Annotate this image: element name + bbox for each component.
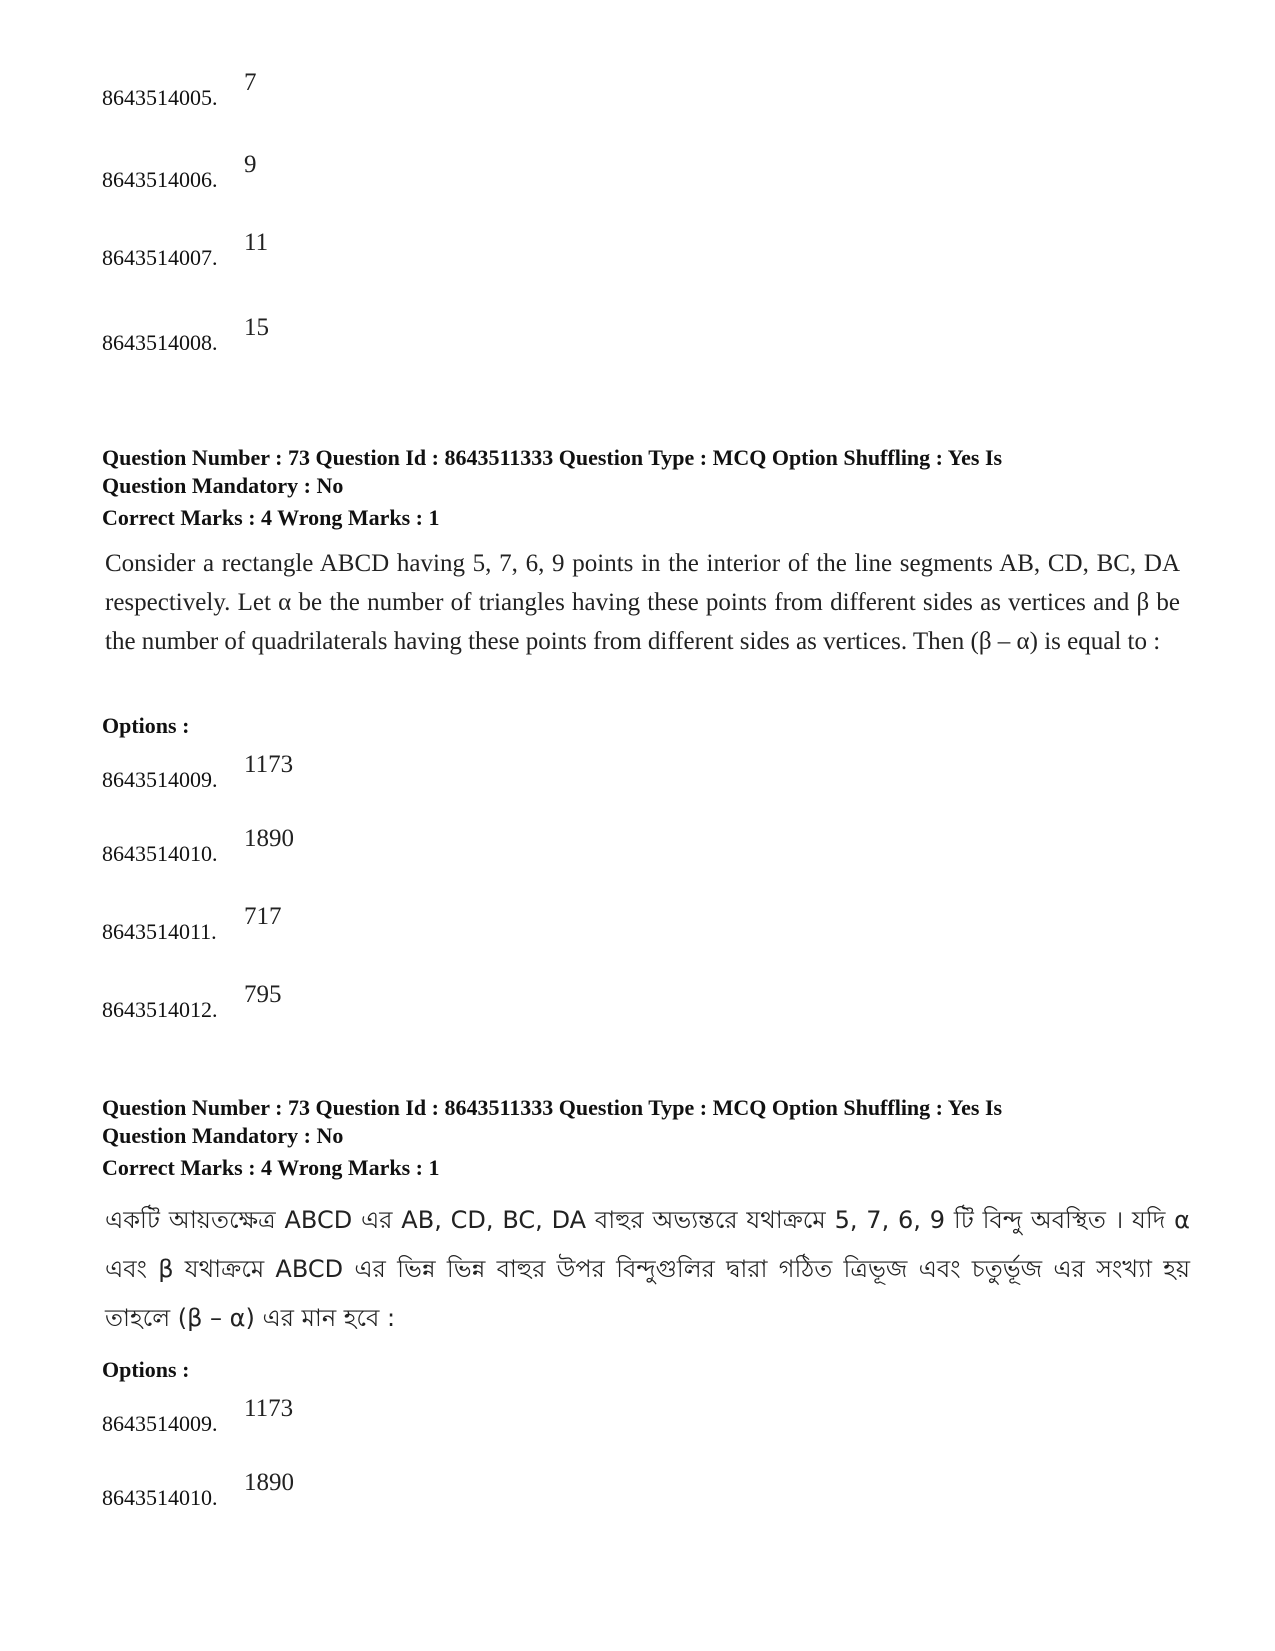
option-row <box>102 904 502 944</box>
question-text: একটি আয়তক্ষেত্র ABCD এর AB, CD, BC, DA বাহুর অভ্যন্তরে যথাক্রমে 5, 7, 6, 9 টি বিন্দু অবস্থিত । যদি α এবং β যথাক্রমে ABCD এর ভিন্ন ভিন্ন বাহুর উপর বিন্দুগুলির দ্বারা গঠিত ত্রিভূজ এবং চতুর্ভূজ এর সংখ্যা হয় তাহলে (β – α) এর মান হবে : <box>105 1206 1190 1332</box>
question-header-line1: Question Number : 73 Question Id : 8643511333 Question Type : MCQ Option Shuffling : Yes Is <box>102 1095 1003 1120</box>
option-value: 717 <box>244 903 282 930</box>
option-id: 8643514011. <box>102 919 217 944</box>
option-value: 1890 <box>244 825 294 852</box>
option-id: 8643514006. <box>102 167 218 192</box>
option-id: 8643514005. <box>102 85 218 110</box>
option-id: 8643514010. <box>102 841 218 866</box>
option-value: 1173 <box>244 1395 294 1422</box>
option-id: 8643514009. <box>102 1411 218 1436</box>
option-value: 15 <box>244 314 269 341</box>
option-row <box>102 1470 502 1510</box>
option-row <box>102 315 502 355</box>
option-row <box>102 1396 502 1436</box>
question-text: Consider a rectangle ABCD having 5, 7, 6, 9 points in the interior of the line segments AB, CD, BC, DA respectively. Let α be the number of triangles having these points from different sides as vertices and β be the number of quadrilaterals having these points from different sides as vertices. Then (β – α) is equal to : <box>105 550 1180 655</box>
option-value: 795 <box>244 981 282 1008</box>
question-header-line1: Question Number : 73 Question Id : 8643511333 Question Type : MCQ Option Shuffling : Yes Is <box>102 445 1003 470</box>
question-header-line2: Question Mandatory : No <box>102 473 344 498</box>
option-id: 8643514009. <box>102 767 218 792</box>
option-id: 8643514007. <box>102 245 218 270</box>
option-value: 1890 <box>244 1469 294 1496</box>
option-value: 1173 <box>244 751 294 778</box>
option-value: 11 <box>244 229 269 256</box>
question-header-line2: Question Mandatory : No <box>102 1123 344 1148</box>
question-header <box>102 1094 1182 1182</box>
option-row <box>102 230 502 270</box>
option-id: 8643514008. <box>102 330 218 355</box>
options-label: Options : <box>102 713 190 738</box>
option-row <box>102 826 502 866</box>
option-row <box>102 70 502 110</box>
option-value: 9 <box>244 151 257 178</box>
option-id: 8643514010. <box>102 1485 218 1510</box>
option-row <box>102 752 502 792</box>
options-label: Options : <box>102 1357 190 1382</box>
question-marks: Correct Marks : 4 Wrong Marks : 1 <box>102 505 440 530</box>
option-id: 8643514012. <box>102 997 218 1022</box>
option-row <box>102 152 502 192</box>
question-marks: Correct Marks : 4 Wrong Marks : 1 <box>102 1155 440 1180</box>
option-value: 7 <box>244 69 257 96</box>
question-header <box>102 444 1182 532</box>
option-row <box>102 982 502 1022</box>
